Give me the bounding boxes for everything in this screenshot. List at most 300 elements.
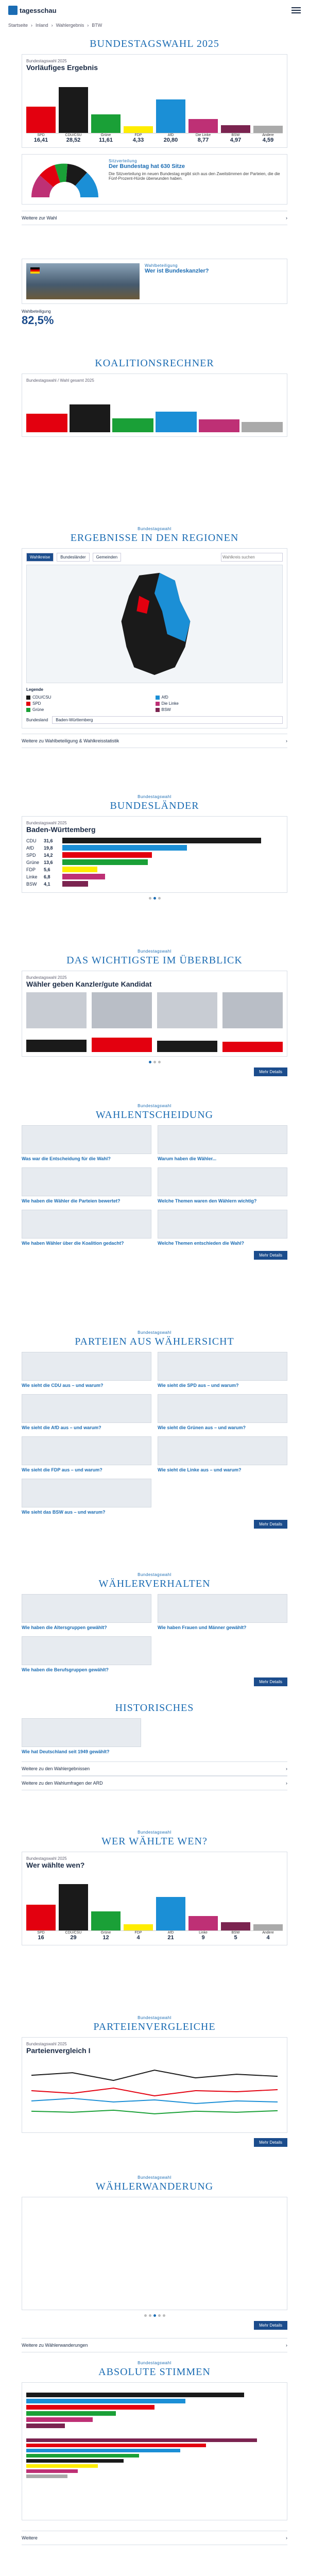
card-subtitle: Bundestagswahl 2025 [26, 1856, 67, 1861]
overview-details-button[interactable]: Mehr Details [254, 1067, 287, 1076]
hbar-spd[interactable] [62, 852, 152, 858]
bar-spd[interactable] [26, 1905, 56, 1930]
carousel-dot[interactable] [144, 2314, 147, 2317]
bar-label: AfD [167, 133, 174, 137]
card-title: Vorläufiges Ergebnis [26, 63, 98, 72]
results-bar-values [26, 137, 283, 143]
card-subtitle: Bundestagswahl 2025 [26, 975, 67, 980]
chevron-right-icon: › [286, 1781, 287, 1786]
hbar-track [62, 874, 283, 879]
turnout-label: Wahlbeteiligung [22, 309, 51, 314]
tile-link[interactable]: Welche Themen waren den Wählern wichtig? [158, 1198, 257, 1204]
hbar-label: Grüne [26, 859, 40, 865]
bar-label: CDU/CSU [65, 133, 82, 137]
who-voted-bar-values [26, 1935, 283, 1941]
bar-value: 4,59 [262, 137, 274, 143]
absolute-card [22, 2382, 287, 2520]
logo[interactable] [8, 6, 57, 15]
chevron-right-icon: › [286, 1766, 287, 1771]
hbar-track [62, 838, 283, 843]
bar-afd[interactable] [156, 99, 185, 133]
decision-details-button[interactable]: Mehr Details [254, 1251, 287, 1260]
candidate-bar [157, 1041, 217, 1052]
germany-map[interactable] [26, 565, 283, 683]
tile-link[interactable]: Wie sieht die Linke aus – und warum? [158, 1467, 242, 1472]
comparison-card [22, 2037, 287, 2133]
hbar-row [26, 881, 283, 887]
tile-thumbnail [22, 1436, 151, 1465]
tile-thumbnail [22, 1394, 151, 1423]
carousel-dot[interactable] [149, 897, 151, 900]
bar-cdu-csu[interactable] [59, 1884, 88, 1930]
regions-section [22, 519, 287, 787]
bar-andere[interactable] [253, 126, 283, 133]
state-select[interactable]: Baden-Württemberg [52, 716, 283, 724]
seats-kicker: Sitzverteilung [109, 159, 138, 163]
tile-link[interactable]: Wie haben Wähler über die Koalition gedacht? [22, 1241, 124, 1246]
hamburger-icon[interactable] [291, 7, 301, 13]
tile-thumbnail [22, 1352, 151, 1381]
seats-text: Die Sitzverteilung im neuen Bundestag ergibt sich aus den Zweitstimmen der Parteien, die die Fünf-Prozent-Hürde überwunden haben. [109, 172, 280, 181]
state-select-label: Bundesland [26, 718, 48, 722]
results-link[interactable] [22, 211, 287, 225]
section-title: BUNDESLÄNDER [110, 800, 199, 811]
absolute-link-label: Weitere [22, 2535, 38, 2540]
coalition-bar[interactable] [70, 404, 111, 432]
section-title: BUNDESTAGSWAHL 2025 [90, 38, 219, 49]
absolute-bar [26, 2405, 154, 2410]
section-title: WÄHLERVERHALTEN [98, 1578, 211, 1589]
behavior-tiles [22, 1594, 287, 1672]
tile-thumbnail [158, 1167, 287, 1196]
tile-thumbnail [158, 1352, 287, 1381]
breadcrumb: Startseite › Inland › Wahlergebnis › BTW [8, 23, 102, 28]
section-title: KOALITIONSRECHNER [95, 358, 214, 369]
section-kicker: Bundestagswahl [138, 949, 171, 954]
carousel-dot[interactable] [163, 2314, 165, 2317]
turnout-section [22, 251, 287, 349]
coalition-bars [26, 386, 283, 432]
hbar-value: 6,8 [44, 874, 50, 879]
hbar-grüne[interactable] [62, 859, 148, 865]
section-title: ABSOLUTE STIMMEN [98, 2366, 211, 2378]
tile-link[interactable]: Warum haben die Wähler... [158, 1156, 217, 1161]
section-title: PARTEIENVERGLEICHE [93, 2021, 216, 2032]
bar-cdu-csu[interactable] [59, 87, 88, 133]
absolute-bar [26, 2393, 244, 2397]
absolute-link[interactable] [22, 2531, 287, 2545]
section-title: WÄHLERWANDERUNG [95, 2181, 214, 2192]
hbar-label: CDU [26, 838, 37, 843]
decision-tile[interactable] [158, 1210, 287, 1246]
tile-thumbnail [22, 1125, 151, 1154]
tile-thumbnail [158, 1394, 287, 1423]
bar-linke[interactable] [188, 1916, 218, 1930]
tile-link[interactable]: Was war die Entscheidung für die Wahl? [22, 1156, 111, 1161]
results-link-label: Weitere zur Wahl [22, 215, 57, 221]
turnout-value: 82,5% [22, 314, 54, 327]
section-kicker: Bundestagswahl [138, 527, 171, 531]
absolute-section [22, 2353, 287, 2570]
tile-thumbnail [22, 1718, 141, 1747]
bar-label: Andere [262, 133, 274, 137]
carousel-dot[interactable] [158, 897, 161, 900]
chevron-right-icon: › [286, 215, 287, 221]
parties-details-button[interactable]: Mehr Details [254, 1520, 287, 1529]
tile-link[interactable]: Wie haben Frauen und Männer gewählt? [158, 1625, 247, 1630]
bar-value: 9 [201, 1935, 205, 1941]
hbar-row [26, 852, 283, 858]
bar-label: Linke [199, 1931, 208, 1935]
bar-label: CDU/CSU [65, 1931, 82, 1935]
hbar-track [62, 852, 283, 858]
bar-value: 21 [167, 1935, 174, 1941]
bar-gr-ne[interactable] [91, 114, 121, 133]
bar-value: 5 [234, 1935, 237, 1941]
hbar-row [26, 845, 283, 851]
states-section [22, 787, 287, 942]
hbar-row [26, 874, 283, 879]
who-voted-bar-chart [26, 1874, 283, 1931]
legend-item: AfD [156, 695, 283, 700]
migration-card [22, 2197, 287, 2310]
card-subtitle: Bundestagswahl / Wahl gesamt 2025 [26, 378, 94, 383]
card-title: Wähler geben Kanzler/gute Kandidat [26, 980, 152, 988]
hbar-value: 5,6 [44, 867, 50, 872]
bar-value: 29 [70, 1935, 77, 1941]
bar-label: BSW [231, 1931, 240, 1935]
tile-link[interactable]: Wie haben die Altersgruppen gewählt? [22, 1625, 107, 1630]
absolute-bar [26, 2411, 116, 2416]
section-kicker: Bundestagswahl [138, 794, 171, 799]
party-tile[interactable] [158, 1436, 287, 1472]
party-tile[interactable] [22, 1352, 151, 1388]
tile-link[interactable]: Wie sieht das BSW aus – und warum? [22, 1510, 106, 1515]
bar-value: 8,77 [197, 137, 209, 143]
chevron-right-icon: › [286, 2343, 287, 2348]
migration-section [22, 2168, 287, 2353]
history-section [22, 1694, 287, 1823]
section-kicker: Bundestagswahl [138, 1830, 171, 1835]
coalition-bar[interactable] [199, 419, 240, 432]
decision-tile[interactable] [22, 1210, 151, 1246]
hbar-label: BSW [26, 881, 37, 887]
comparison-details-button[interactable]: Mehr Details [254, 2138, 287, 2147]
bar-spd[interactable] [26, 107, 56, 133]
tile-thumbnail [22, 1167, 151, 1196]
bar-label: FDP [134, 133, 142, 137]
regions-link[interactable] [22, 734, 287, 748]
section-kicker: Bundestagswahl [138, 1572, 171, 1577]
candidate-photo [157, 992, 217, 1028]
party-tile[interactable] [22, 1479, 151, 1515]
absolute-bar [26, 2399, 185, 2403]
behavior-tile[interactable] [158, 1594, 287, 1630]
who-voted-section [22, 1823, 287, 2008]
tile-thumbnail [158, 1436, 287, 1465]
tile-link[interactable]: Wie sieht die Grünen aus – und warum? [158, 1425, 246, 1430]
decision-section [22, 1096, 287, 1323]
absolute-bar [26, 2424, 65, 2428]
bar-die-linke[interactable] [188, 119, 218, 133]
history-link[interactable] [22, 1776, 287, 1790]
candidate-portraits [26, 992, 283, 1028]
decision-tiles [22, 1125, 287, 1246]
coalition-bar[interactable] [26, 414, 67, 432]
behavior-details-button[interactable]: Mehr Details [254, 1677, 287, 1686]
hbar-track [62, 845, 283, 851]
decision-tile[interactable] [158, 1167, 287, 1204]
tile-link[interactable]: Wie sieht die AfD aus – und warum? [22, 1425, 101, 1430]
tile-thumbnail [22, 1479, 151, 1507]
party-tiles [22, 1352, 287, 1515]
comparison-line-chart [26, 2055, 283, 2127]
hbar-bsw[interactable] [62, 881, 88, 887]
archive-section [22, 2570, 287, 2576]
legend-item: CDU/CSU [26, 695, 154, 700]
card-subtitle: Bundestagswahl 2025 [26, 821, 67, 825]
carousel-dots [22, 1061, 287, 1063]
migration-link[interactable] [22, 2338, 287, 2352]
section-kicker: Bundestagswahl [138, 1104, 171, 1108]
section-title: PARTEIEN AUS WÄHLERSICHT [75, 1336, 234, 1347]
carousel-dot[interactable] [153, 1061, 156, 1063]
bar-label: Grüne [100, 1931, 111, 1935]
candidate-bar [26, 1040, 87, 1052]
turnout-title: Wer ist Bundeskanzler? [145, 268, 209, 274]
hbar-row [26, 838, 283, 843]
hbar-row [26, 859, 283, 865]
bar-afd[interactable] [156, 1897, 185, 1930]
tab-gemeinden[interactable]: Gemeinden [93, 553, 121, 562]
bar-value: 28,52 [66, 137, 81, 143]
card-title: Parteienvergleich I [26, 2046, 91, 2055]
seat-distribution-chart [26, 159, 104, 200]
states-bar-chart [26, 838, 283, 887]
carousel-dots [22, 897, 287, 900]
site-header [0, 0, 309, 21]
hbar-label: SPD [26, 852, 36, 858]
history-link-label: Weitere zu den Wahlumfragen der ARD [22, 1781, 103, 1786]
behavior-tile[interactable] [22, 1594, 151, 1630]
chevron-right-icon: › [286, 738, 287, 743]
party-tile[interactable] [158, 1352, 287, 1388]
results-card [22, 54, 287, 148]
overview-card [22, 971, 287, 1057]
tile-link[interactable]: Wie haben die Wähler die Parteien bewertet? [22, 1198, 121, 1204]
map-legend [26, 695, 283, 712]
legend-title: Legende [26, 687, 43, 692]
decision-tile[interactable] [158, 1125, 287, 1161]
bar-label: AfD [167, 1931, 174, 1935]
card-title: Wer wählte wen? [26, 1861, 85, 1869]
hbar-label: Linke [26, 874, 38, 879]
who-voted-card [22, 1852, 287, 1945]
bar-value: 4 [136, 1935, 140, 1941]
candidate-bar [92, 1038, 152, 1052]
parties-section [22, 1323, 287, 1565]
results-bar-labels [26, 133, 283, 137]
bundestag-photo [26, 263, 140, 299]
bar-value: 12 [102, 1935, 109, 1941]
regions-card [22, 548, 287, 728]
candidate-bars [26, 1031, 283, 1052]
bar-fdp[interactable] [124, 1924, 153, 1930]
who-voted-bar-labels [26, 1931, 283, 1935]
bar-label: BSW [231, 133, 240, 137]
bar-bsw[interactable] [221, 125, 250, 133]
carousel-dots [22, 2314, 287, 2317]
hbar-value: 19,8 [44, 845, 53, 851]
carousel-dot[interactable] [153, 897, 156, 900]
regions-link-label: Weitere zu Wahlbeteiligung & Wahlkreisstatistik [22, 738, 119, 743]
comparison-section [22, 2008, 287, 2168]
logo-icon [8, 6, 18, 15]
carousel-dot[interactable] [153, 2314, 156, 2317]
breadcrumb-item[interactable]: Startseite [8, 23, 28, 28]
bar-value: 20,80 [163, 137, 178, 143]
card-subtitle: Bundestagswahl 2025 [26, 59, 67, 63]
bar-label: SPD [37, 1931, 45, 1935]
bar-label: Die Linke [195, 133, 211, 137]
turnout-card[interactable] [22, 259, 287, 304]
coalition-bar[interactable] [156, 412, 197, 433]
tile-link[interactable]: Wie hat Deutschland seit 1949 gewählt? [22, 1749, 110, 1754]
absolute-votes-detail-bars [26, 2438, 283, 2516]
bar-value: 16 [38, 1935, 44, 1941]
party-tile[interactable] [22, 1436, 151, 1472]
section-kicker: Bundestagswahl [138, 2361, 171, 2365]
region-tabs [26, 553, 121, 562]
hbar-track [62, 867, 283, 872]
seats-card[interactable] [22, 154, 287, 205]
hbar-label: AfD [26, 845, 35, 851]
results-section [22, 30, 287, 251]
tile-thumbnail [22, 1594, 151, 1623]
tile-thumbnail [158, 1125, 287, 1154]
section-title: WER WÄHLTE WEN? [101, 1836, 208, 1847]
bar-label: FDP [134, 1931, 142, 1935]
bar-value: 4 [266, 1935, 270, 1941]
breadcrumb-item[interactable]: Inland [36, 23, 48, 28]
german-flag-icon [30, 267, 40, 274]
tab-bundeslaender[interactable]: Bundesländer [57, 553, 89, 562]
migration-details-button[interactable]: Mehr Details [254, 2321, 287, 2330]
section-title: HISTORISCHES [115, 1702, 194, 1714]
bar-value: 16,41 [33, 137, 48, 143]
states-card [22, 816, 287, 893]
bar-label: SPD [37, 133, 45, 137]
hbar-fdp[interactable] [62, 867, 97, 872]
party-tile[interactable] [158, 1394, 287, 1430]
bar-andere[interactable] [253, 1924, 283, 1930]
candidate-bar [222, 1042, 283, 1052]
germany-map-svg [27, 565, 282, 683]
legend-item: Grüne [26, 707, 154, 712]
absolute-votes-bars [26, 2387, 283, 2433]
overview-section [22, 942, 287, 1096]
hbar-value: 31,6 [44, 838, 53, 843]
section-kicker: Bundestagswahl [138, 2175, 171, 2180]
tab-wahlkreise[interactable]: Wahlkreise [26, 553, 54, 562]
candidate-photo [26, 992, 87, 1028]
party-tile[interactable] [22, 1394, 151, 1430]
hbar-track [62, 881, 283, 887]
chevron-right-icon: › [286, 2535, 287, 2540]
bar-bsw[interactable] [221, 1922, 250, 1930]
carousel-dot[interactable] [158, 2314, 161, 2317]
hbar-value: 4,1 [44, 881, 50, 887]
turnout-kicker: Wahlbeteiligung [145, 263, 178, 268]
history-link[interactable] [22, 1761, 287, 1776]
tile-link[interactable]: Wie sieht die CDU aus – und warum? [22, 1383, 104, 1388]
breadcrumb-item[interactable]: BTW [92, 23, 102, 28]
tile-link[interactable]: Welche Themen entschieden die Wahl? [158, 1241, 245, 1246]
hbar-afd[interactable] [62, 845, 187, 851]
bar-gr-ne[interactable] [91, 1911, 121, 1930]
tile-thumbnail [22, 1636, 151, 1665]
region-search-input[interactable] [221, 553, 283, 562]
logo-text: tagesschau [20, 6, 57, 14]
carousel-dot[interactable] [158, 1061, 161, 1063]
absolute-bar [26, 2417, 93, 2422]
hbar-value: 13,6 [44, 859, 53, 865]
tile-link[interactable]: Wie haben die Berufsgruppen gewählt? [22, 1667, 109, 1672]
hbar-track [62, 859, 283, 865]
section-kicker: Bundestagswahl [138, 2015, 171, 2020]
hbar-value: 14,2 [44, 852, 53, 858]
history-link-label: Weitere zu den Wahlergebnissen [22, 1766, 90, 1771]
migration-link-label: Weitere zu Wählerwanderungen [22, 2343, 88, 2348]
breadcrumb-item[interactable]: Wahlergebnis [56, 23, 84, 28]
bar-fdp[interactable] [124, 126, 153, 133]
legend-item: Die Linke [156, 701, 283, 706]
hbar-label: FDP [26, 867, 36, 872]
section-title: WAHLENTSCHEIDUNG [95, 1109, 214, 1121]
tile-link[interactable]: Wie sieht die FDP aus – und warum? [22, 1467, 102, 1472]
hbar-cdu[interactable] [62, 838, 261, 843]
carousel-dot[interactable] [149, 1061, 151, 1063]
coalition-bar[interactable] [112, 418, 153, 432]
hbar-row [26, 867, 283, 872]
coalition-card[interactable] [22, 374, 287, 437]
bar-label: Andere [262, 1931, 274, 1935]
bar-label: Grüne [100, 133, 111, 137]
legend-item: SPD [26, 701, 154, 706]
legend-item: BSW [156, 707, 283, 712]
candidate-photo [222, 992, 283, 1028]
section-kicker: Bundestagswahl [138, 1330, 171, 1335]
tile-thumbnail [158, 1210, 287, 1239]
section-title: ERGEBNISSE IN DEN REGIONEN [70, 532, 239, 544]
coalition-bar[interactable] [242, 422, 283, 432]
decision-tile[interactable] [22, 1167, 151, 1204]
hbar-linke[interactable] [62, 874, 105, 879]
decision-tile[interactable] [22, 1125, 151, 1161]
bar-value: 11,61 [99, 137, 113, 143]
tile-link[interactable]: Wie sieht die SPD aus – und warum? [158, 1383, 239, 1388]
bar-value: 4,97 [230, 137, 242, 143]
history-tile[interactable] [22, 1718, 141, 1754]
behavior-tile[interactable] [22, 1636, 151, 1672]
card-subtitle: Bundestagswahl 2025 [26, 2042, 67, 2046]
behavior-section [22, 1565, 287, 1694]
candidate-photo [92, 992, 152, 1028]
carousel-dot[interactable] [149, 2314, 151, 2317]
tile-thumbnail [22, 1210, 151, 1239]
section-title: DAS WICHTIGSTE IM ÜBERBLICK [66, 955, 243, 966]
results-bar-chart [26, 77, 283, 133]
